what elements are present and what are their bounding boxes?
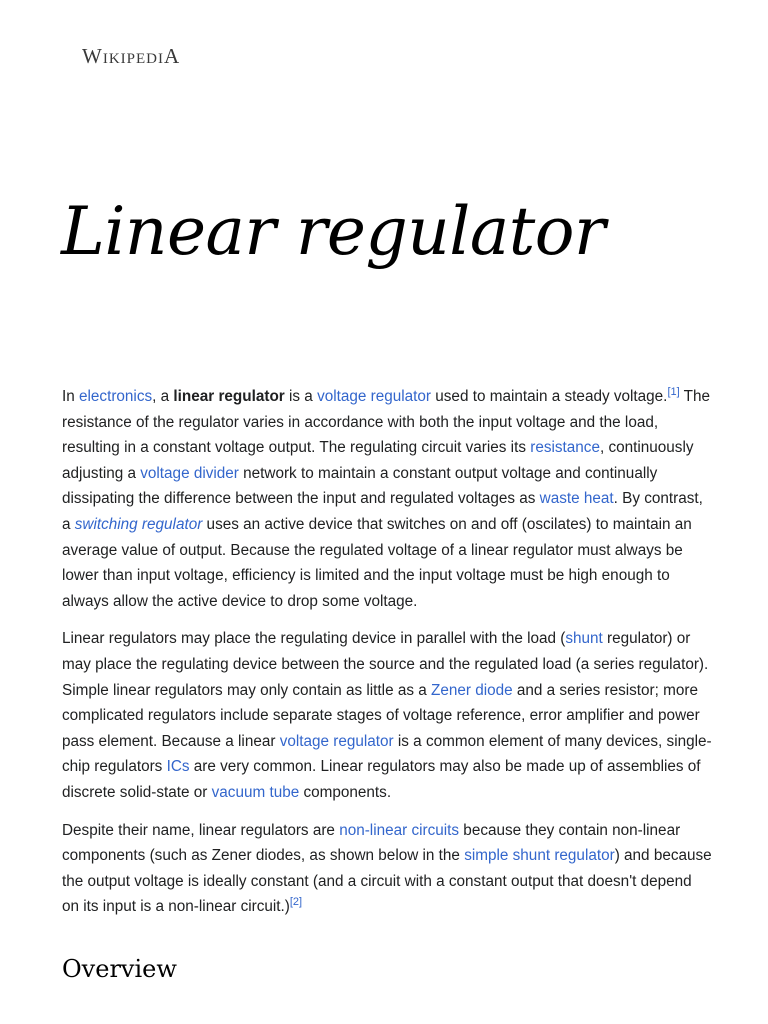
- logo-letter-a: A: [163, 44, 181, 68]
- link-voltage-regulator-2[interactable]: voltage regulator: [279, 732, 394, 750]
- reference-1[interactable]: [1]: [667, 385, 680, 398]
- text: ) and because the output voltage is ideally constant (and a circuit with a constant output that doesn't depend on its input is a non-linear circuit.): [62, 847, 712, 916]
- link-non-linear-circuits[interactable]: non-linear circuits: [339, 821, 460, 839]
- article-body: [62, 384, 712, 932]
- logo-letter-w: W: [82, 44, 103, 68]
- bold-term-linear-regulator: linear regulator: [173, 388, 285, 405]
- text: is a common element of many devices, single-chip regulators: [62, 732, 712, 776]
- reference-2[interactable]: [2]: [289, 896, 303, 909]
- paragraph-2: [62, 626, 712, 805]
- text: Despite their name, linear regulators are: [62, 821, 340, 839]
- text: Linear regulators may place the regulating device in parallel with the load (: [62, 630, 566, 648]
- link-electronics[interactable]: electronics: [79, 388, 153, 405]
- text: because they contain non-linear components (such as Zener diodes, as shown below in the: [62, 821, 681, 865]
- wikipedia-logo[interactable]: [82, 44, 180, 69]
- text: , continuously adjusting a: [62, 439, 694, 482]
- paragraph-1: [62, 384, 712, 614]
- text: network to maintain a constant output voltage and continually dissipating the difference between the input and regulated voltages as: [62, 464, 658, 508]
- page-title: Linear regulator: [61, 193, 606, 270]
- text: components.: [299, 783, 392, 801]
- text: The resistance of the regulator varies in accordance with both the input voltage and the load, resulting in a constant voltage output. The regulating circuit varies its: [62, 388, 711, 457]
- link-simple-shunt-regulator[interactable]: simple shunt regulator: [464, 847, 615, 865]
- text: are very common. Linear regulators may also be made up of assemblies of discrete solid-state or: [62, 758, 701, 801]
- section-heading-overview[interactable]: Overview: [62, 955, 177, 983]
- link-shunt[interactable]: shunt: [565, 630, 603, 648]
- text: , a: [152, 388, 174, 405]
- link-ics[interactable]: ICs: [166, 758, 190, 776]
- text: . By contrast, a: [62, 490, 703, 533]
- link-voltage-divider[interactable]: voltage divider: [140, 464, 239, 482]
- link-waste-heat[interactable]: waste heat: [539, 490, 614, 508]
- logo-middle-text: ikipedi: [102, 44, 164, 68]
- text: and a series resistor; more complicated regulators include separate stages of voltage reference, error amplifier and power pass element. Because a linear: [62, 681, 700, 750]
- link-resistance[interactable]: resistance: [530, 439, 600, 457]
- link-voltage-regulator[interactable]: voltage regulator: [317, 388, 432, 405]
- link-vacuum-tube[interactable]: vacuum tube: [211, 783, 300, 801]
- paragraph-3: [62, 818, 712, 920]
- text: regulator) or may place the regulating device between the source and the regulated load (a series regulator). Simple linear regulators may only contain as little as a: [62, 630, 709, 699]
- text: used to maintain a steady voltage.: [431, 388, 668, 405]
- text: uses an active device that switches on and off (oscilates) to maintain an average value of output. Because the regulated voltage of a linear regulator must always be lower than input voltage, efficiency is limited and the input voltage must be high enough to always allow the active device to drop some voltage.: [62, 515, 692, 610]
- text: is a: [284, 388, 318, 405]
- text: In: [62, 388, 80, 405]
- link-switching-regulator[interactable]: switching regulator: [74, 515, 203, 533]
- link-zener-diode[interactable]: Zener diode: [431, 681, 513, 699]
